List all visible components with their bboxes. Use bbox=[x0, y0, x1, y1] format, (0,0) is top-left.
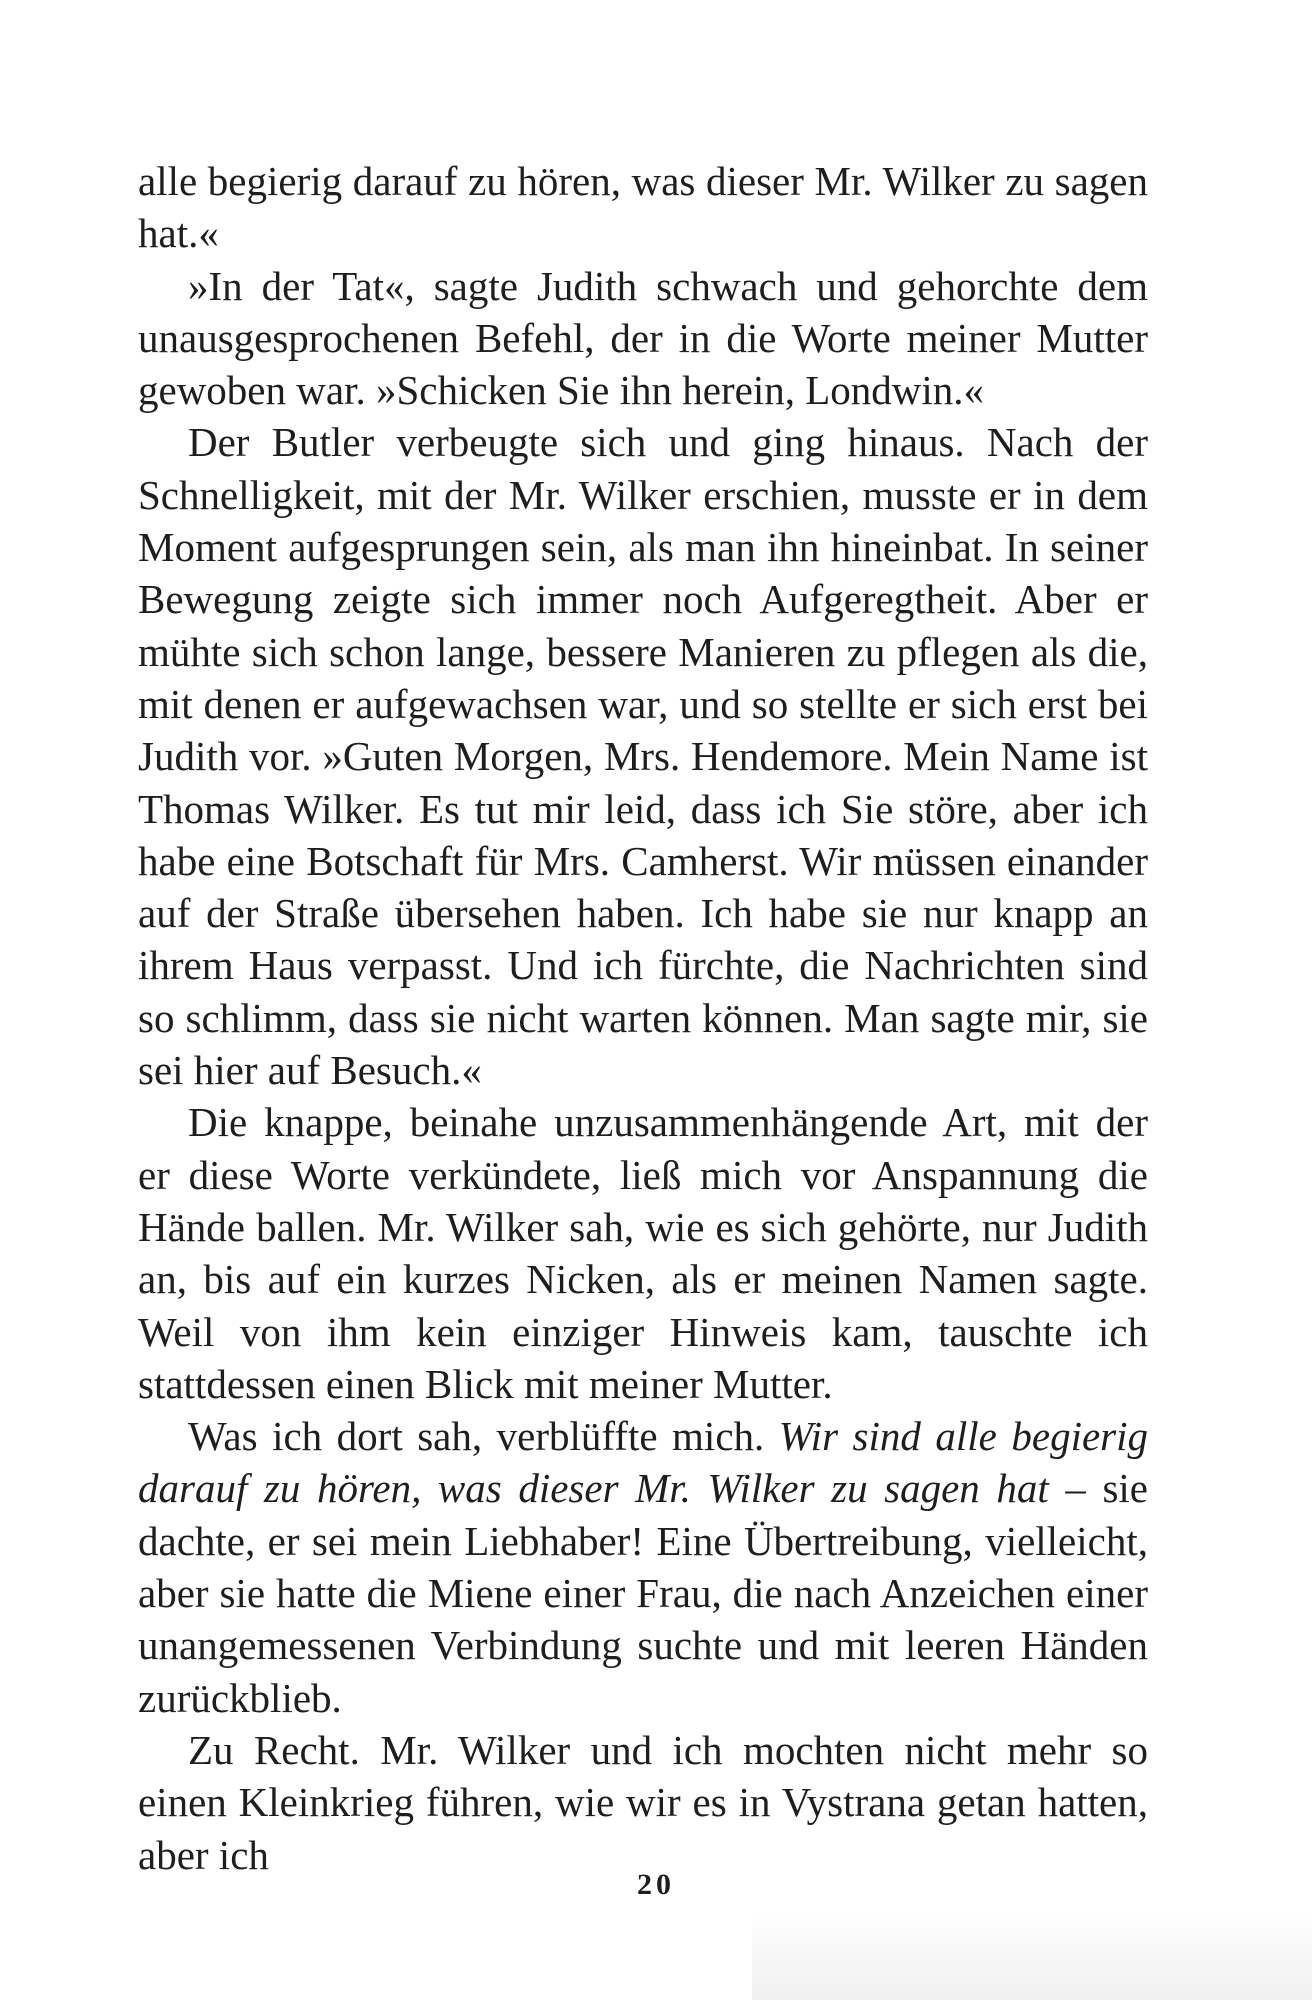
text-run: Zu Recht. Mr. Wilker und ich mochten nicht mehr so einen Kleinkrieg führen, wie wir es in Vystrana getan hatten, aber ich bbox=[138, 1726, 1148, 1878]
text-run: Was ich dort sah, verblüffte mich. bbox=[188, 1413, 779, 1460]
text-run: »In der Tat«, sagte Judith schwach und gehorchte dem unausgesprochenen Befehl, der in die Worte meiner Mutter gewoben war. »Schicken Sie ihn herein, Londwin.« bbox=[138, 262, 1148, 414]
paragraph bbox=[138, 1096, 1148, 1410]
paragraph bbox=[138, 1410, 1148, 1724]
paragraph bbox=[138, 416, 1148, 1096]
paragraph bbox=[138, 260, 1148, 417]
italic-text-run: Wir sind alle begierig darauf zu hören, was dieser Mr. Wilker zu sagen hat bbox=[138, 1413, 1148, 1512]
body-text bbox=[138, 155, 1148, 1881]
text-run: Der Butler verbeugte sich und ging hinaus. Nach der Schnelligkeit, mit der Mr. Wilker erschien, musste er in dem Moment aufgesprungen sein, als man ihn hineinbat. In seiner Bewegung zeigte sich immer noch Aufgeregtheit. Aber er mühte sich schon lange, bessere Manieren zu pflegen als die, mit denen er aufgewachsen war, und so stellte er sich erst bei Judith vor. »Guten Morgen, Mrs. Hendemore. Mein Name ist Thomas Wilker. Es tut mir leid, dass ich Sie störe, aber ich habe eine Botschaft für Mrs. Camherst. Wir müssen einander auf der Straße übersehen haben. Ich habe sie nur knapp an ihrem Haus verpasst. Und ich fürchte, die Nachrichten sind so schlimm, dass sie nicht warten können. Man sagte mir, sie sei hier auf Besuch.« bbox=[138, 419, 1148, 1094]
paragraph bbox=[138, 155, 1148, 260]
page-curl-shadow bbox=[752, 1910, 1312, 2000]
text-run: alle begierig darauf zu hören, was dieser Mr. Wilker zu sagen hat.« bbox=[138, 158, 1148, 257]
page-number: 20 bbox=[637, 1868, 675, 1901]
text-run: Die knappe, beinahe unzusammenhängende Art, mit der er diese Worte verkündete, ließ mich vor Anspannung die Hände ballen. Mr. Wilker sah, wie es sich gehörte, nur Judith an, bis auf ein kurzes Nicken, als er meinen Namen sagte. Weil von ihm kein einziger Hinweis kam, tauschte ich stattdessen einen Blick mit meiner Mutter. bbox=[138, 1099, 1148, 1407]
text-run: – sie dachte, er sei mein Liebhaber! Eine Übertreibung, vielleicht, aber sie hatte die Miene einer Frau, die nach Anzeichen einer unangemessenen Verbindung suchte und mit leeren Händen zurückblieb. bbox=[138, 1465, 1148, 1721]
paragraph bbox=[138, 1724, 1148, 1881]
